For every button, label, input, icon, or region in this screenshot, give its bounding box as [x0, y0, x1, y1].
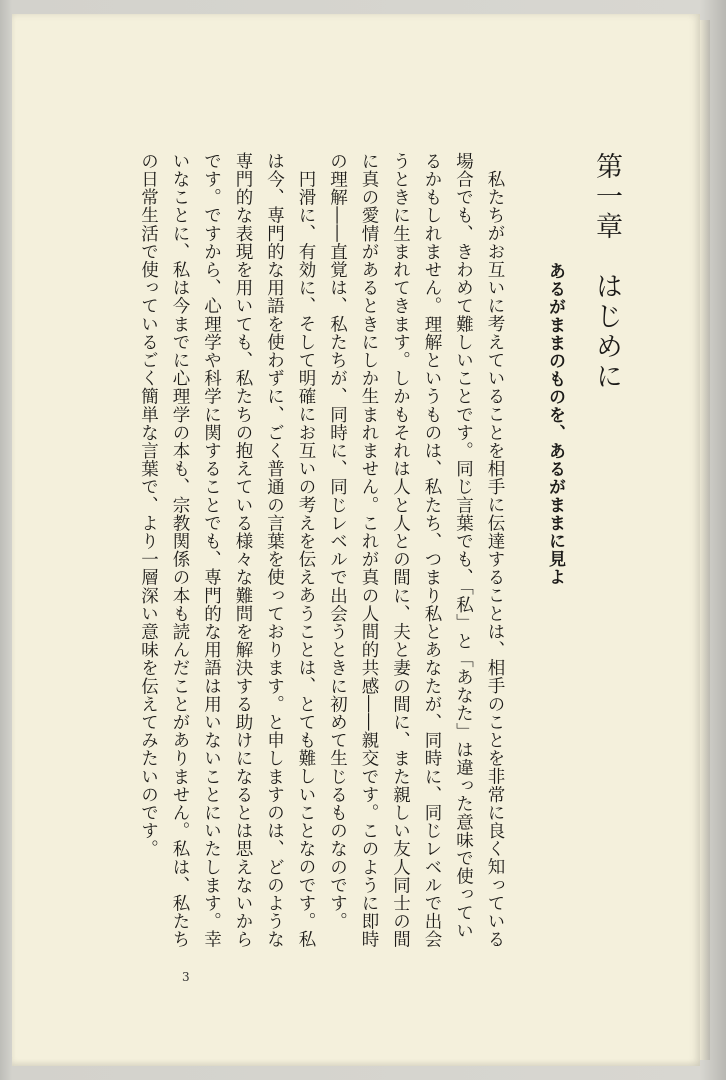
page-sheet	[12, 14, 700, 1066]
page-number: 3	[182, 970, 190, 984]
paragraph-2: 円滑に、有効に、そして明確にお互いの考えを伝えあうことは、とても難しいことなのです。私は今、専門的な用語を使わずに、ごく普通の言葉を使っております。と申しますのは、どのような専門的な表現を用いても、私たちの抱えている様々な難問を解決する助けになるとは思えないからです。ですから、心理学や科学に関することでも、専門的な用語は用いないことにいたします。幸いなことに、私は今までに心理学の本も、宗教関係の本も読んだことがありません。私は、私たちの日常生活で使っているごく簡単な言葉で、より一層深い意味を伝えてみたいのです。	[138, 152, 316, 949]
vertical-text-block	[28, 152, 628, 952]
paragraph-1: 私たちがお互いに考えていることを相手に伝達することは、相手のことを非常に良く知っている場合でも、きわめて難しいことです。同じ言葉でも、「私」と「あなた」は違った意味で使っているかもしれません。理解というものは、私たち、つまり私とあなたが、同時に、同じレベルで出会うときに生まれてきます。しかもそれは人と人との間に、夫と妻の間に、また親しい友人同士の間に真の愛情があるときにしか生まれません。これが真の人間的共感――親交です。このように即時の理解――直覚は、私たちが、同時に、同じレベルで出会うときに初めて生じるものなのです。	[327, 152, 505, 949]
page-edge-shadow	[700, 20, 710, 1060]
chapter-title: 第一章 はじめに	[591, 152, 622, 392]
chapter-subtitle: あるがままのものを、あるがままに見よ	[545, 262, 565, 586]
